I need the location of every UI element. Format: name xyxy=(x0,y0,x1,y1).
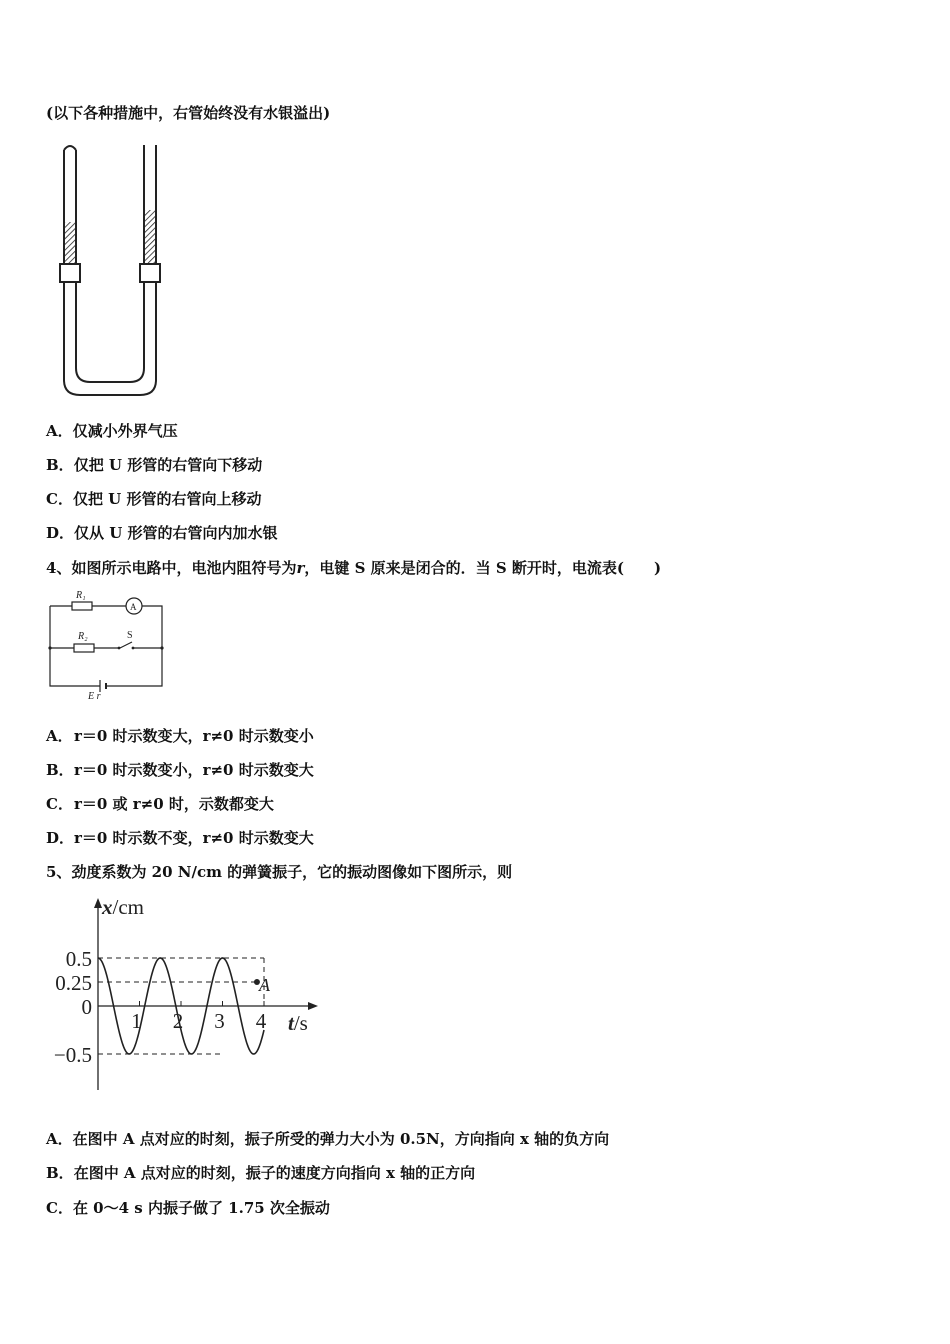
q4-option-a-text: r＝0 时示数变大，r≠0 时示数变小 xyxy=(74,727,314,745)
q4-option-b-text: r＝0 时示数变小，r≠0 时示数变大 xyxy=(74,761,314,779)
vibration-chart xyxy=(40,892,340,1097)
x-tick-label: 3 xyxy=(214,1009,225,1033)
q5-option-b: B．在图中 A 点对应的时刻，振子的速度方向指向 x 轴的正方向 xyxy=(46,1164,476,1182)
resistor-r1 xyxy=(72,602,92,610)
q5-option-a: A．在图中 A 点对应的时刻，振子所受的弹力大小为 0.5N，方向指向 x 轴的负方向 xyxy=(46,1130,610,1148)
q4-option-c-text: r＝0 或 r≠0 时，示数都变大 xyxy=(74,795,274,813)
q4-option-a: A． xyxy=(46,727,73,745)
y-axis-arrow xyxy=(94,898,102,908)
label-switch: S xyxy=(127,630,133,641)
q5-option-c: C．在 0～4 s 内振子做了 1.75 次全振动 xyxy=(46,1199,330,1217)
q3-option-b: B．仅把 U 形管的右管向下移动 xyxy=(46,456,263,474)
q3-option-a: A．仅减小外界气压 xyxy=(46,422,178,440)
right-joint xyxy=(140,264,160,282)
u-tube-figure xyxy=(50,140,180,400)
label-r1: R₁ xyxy=(76,590,86,601)
point-a-label: A xyxy=(258,975,270,995)
tube-inner xyxy=(76,145,144,382)
label-battery: E r xyxy=(88,691,101,700)
x-tick-label: 1 xyxy=(131,1009,142,1033)
q3-option-d: D．仅从 U 形管的右管向内加水银 xyxy=(46,524,278,542)
q4-option-c: C． xyxy=(46,795,73,813)
right-mercury xyxy=(145,210,155,264)
y-tick-label: 0.25 xyxy=(55,971,92,995)
y-tick-label: 0 xyxy=(81,995,92,1019)
q4-stem: 4、如图所示电路中，电池内阻符号为r，电键 S 原来是闭合的．当 S 断开时，电流表( ) xyxy=(46,559,662,577)
circuit-figure xyxy=(44,588,174,700)
q4-option-b: B． xyxy=(46,761,74,779)
q3-option-c: C．仅把 U 形管的右管向上移动 xyxy=(46,490,262,508)
q5-stem: 5、劲度系数为 20 N/cm 的弹簧振子，它的振动图像如下图所示，则 xyxy=(46,863,513,881)
y-tick-label: −0.5 xyxy=(53,1043,92,1067)
left-mercury xyxy=(65,222,75,264)
x-tick-label: 4 xyxy=(255,1009,267,1033)
left-joint xyxy=(60,264,80,282)
label-ammeter: A xyxy=(130,602,137,612)
switch-s xyxy=(120,642,132,648)
q4-option-d: D． xyxy=(46,829,75,847)
q3-note: (以下各种措施中，右管始终没有水银溢出) xyxy=(46,104,331,122)
x-axis-label: t/s xyxy=(288,1011,308,1035)
y-axis-label: x/cm xyxy=(102,895,144,919)
x-tick-label: 2 xyxy=(172,1009,184,1033)
resistor-r2 xyxy=(74,644,94,652)
y-tick-label: 0.5 xyxy=(65,947,92,971)
x-axis-arrow xyxy=(308,1002,318,1010)
q4-option-d-text: r＝0 时示数不变，r≠0 时示数变大 xyxy=(74,829,314,847)
label-r2: R₂ xyxy=(78,631,88,642)
